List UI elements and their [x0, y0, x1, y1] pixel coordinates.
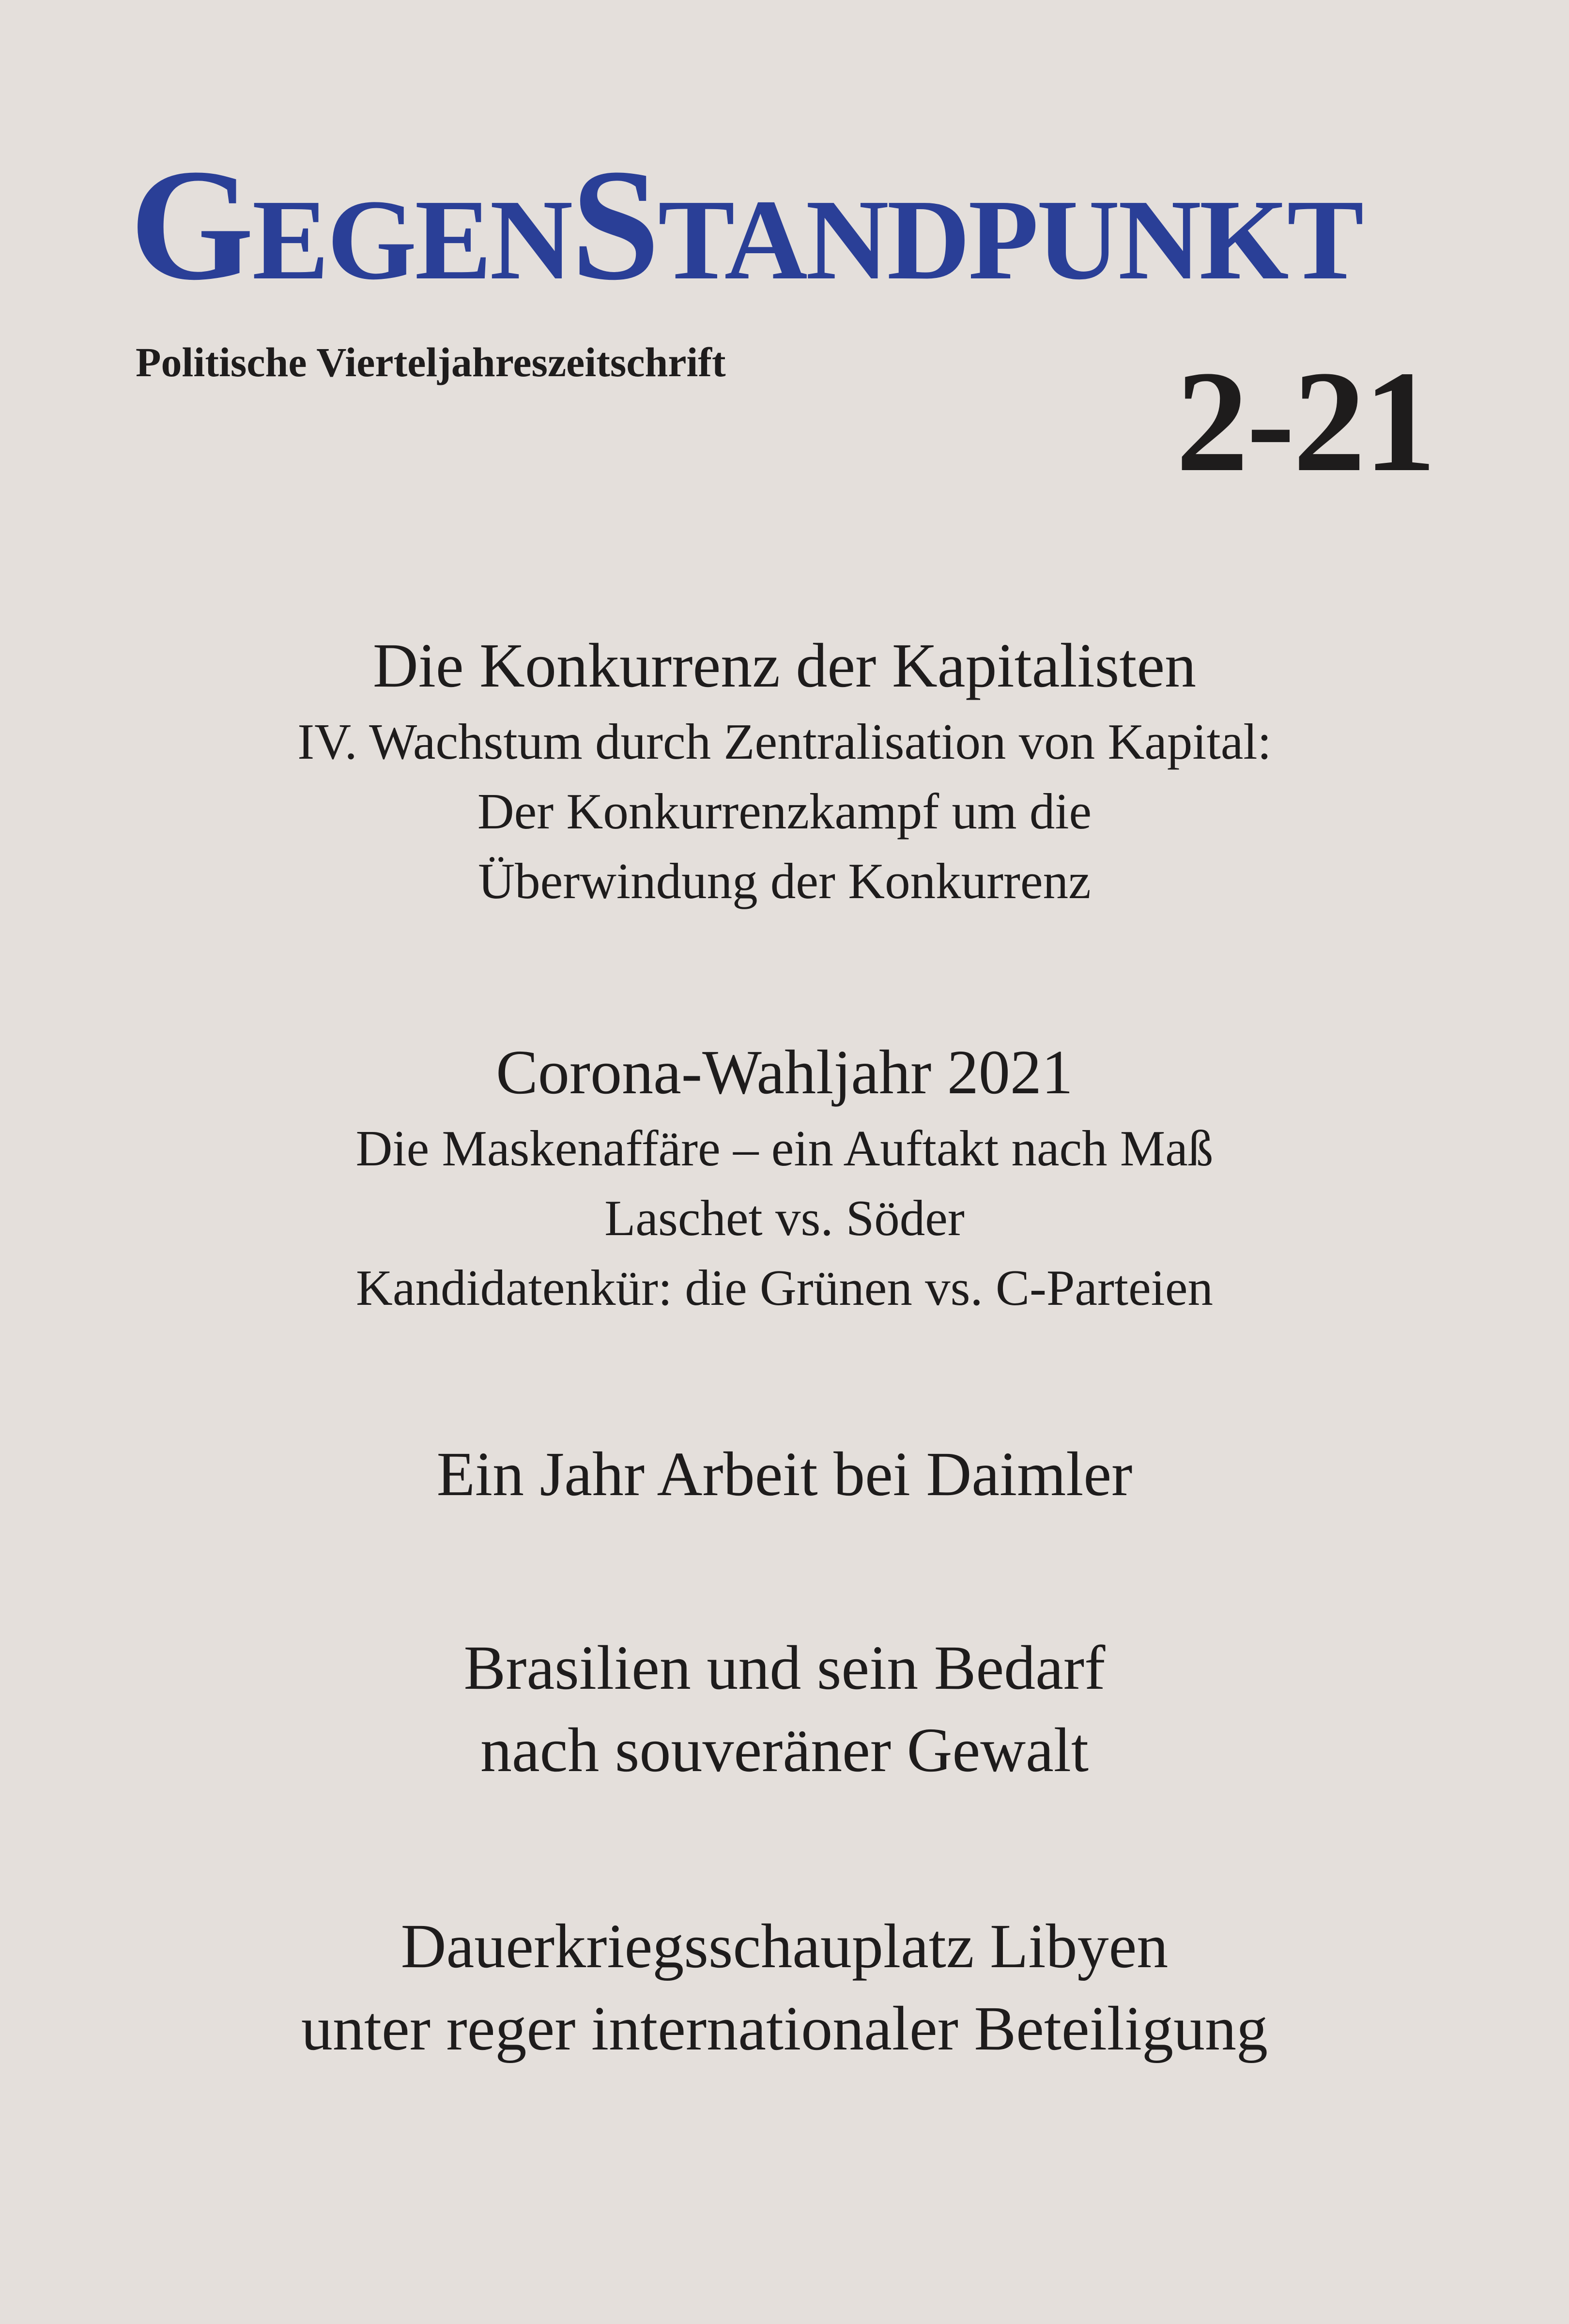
- article-title-line: Corona-Wahljahr 2021: [496, 1038, 1073, 1107]
- journal-masthead: [130, 137, 1457, 313]
- article-libyen: [0, 1905, 1569, 2070]
- masthead-egen: EGEN: [252, 176, 571, 304]
- article-subtitle-line: Der Konkurrenzkampf um die: [477, 783, 1092, 840]
- article-subtitle-line: IV. Wachstum durch Zentralisation von Kapital:: [297, 713, 1272, 770]
- article-subtitles: [0, 1114, 1569, 1323]
- article-subtitles: [0, 707, 1569, 916]
- masthead-initial-s: S: [571, 137, 658, 313]
- article-title: [0, 1433, 1569, 1515]
- article-brasilien: [0, 1627, 1569, 1905]
- masthead-tandpunkt: TANDPUNKT: [658, 176, 1362, 304]
- article-title: [0, 1031, 1569, 1114]
- article-subtitle-line: Laschet vs. Söder: [604, 1190, 965, 1246]
- article-corona-wahljahr: [0, 1031, 1569, 1433]
- article-subtitle-line: Überwindung der Konkurrenz: [478, 853, 1091, 909]
- journal-subtitle: Politische Vierteljahreszeitschrift: [136, 339, 726, 385]
- article-title: [0, 1905, 1569, 2070]
- article-title-line: Dauerkriegsschauplatz Libyen: [400, 1911, 1169, 1981]
- issue-number: 2-21: [1176, 341, 1434, 502]
- article-title-line: nach souveräner Gewalt: [480, 1715, 1089, 1785]
- article-subtitle-line: Kandidatenkür: die Grünen vs. C-Parteien: [356, 1259, 1213, 1316]
- article-title-line: Ein Jahr Arbeit bei Daimler: [436, 1439, 1133, 1509]
- article-title-line: Brasilien und sein Bedarf: [463, 1633, 1106, 1703]
- article-subtitle-line: Die Maskenaffäre – ein Auftakt nach Maß: [355, 1120, 1214, 1177]
- article-title: [0, 625, 1569, 707]
- table-of-contents: [0, 625, 1569, 2070]
- article-title-line: unter reger internationaler Beteiligung: [301, 1994, 1268, 2064]
- masthead-initial-g: G: [130, 137, 252, 313]
- article-daimler: [0, 1433, 1569, 1627]
- article-konkurrenz: [0, 625, 1569, 1031]
- article-title: [0, 1627, 1569, 1791]
- article-title-line: Die Konkurrenz der Kapitalisten: [372, 631, 1197, 701]
